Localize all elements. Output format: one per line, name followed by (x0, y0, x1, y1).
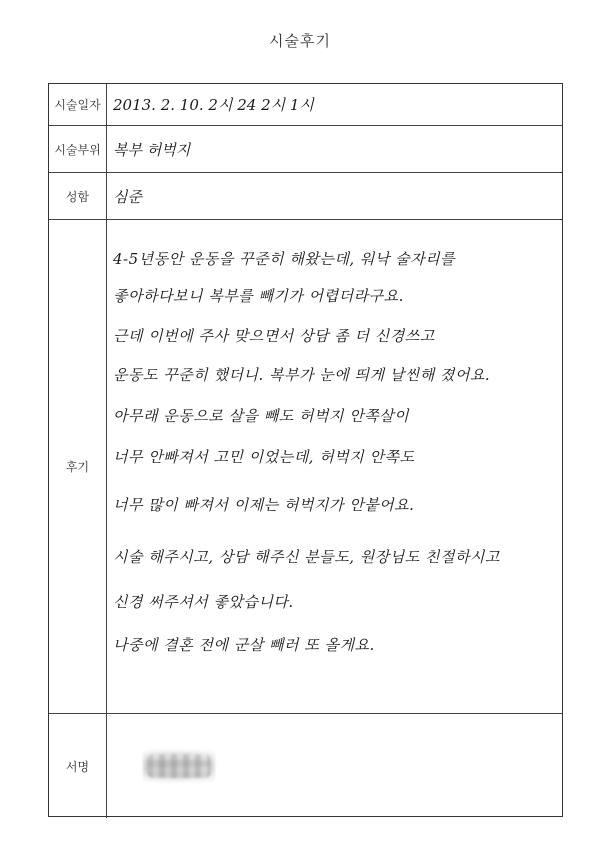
review-line: 좋아하다보니 복부를 빼기가 어렵더라구요. (113, 287, 404, 305)
date-row (49, 84, 562, 126)
review-line: 너무 안빠져서 고민 이었는데, 허벅지 안쪽도 (113, 448, 415, 466)
page-title: 시술후기 (269, 32, 331, 50)
review-line: 운동도 꾸준히 했더니. 복부가 눈에 띄게 날씬해 졌어요. (113, 366, 491, 384)
signature-blurred (143, 748, 215, 784)
area-label: 시술부위 (49, 126, 107, 172)
name-row (49, 173, 562, 220)
name-value: 심준 (113, 187, 142, 206)
review-row (49, 220, 562, 714)
review-label: 후기 (49, 220, 107, 713)
date-label: 시술일자 (49, 84, 107, 125)
review-text (113, 220, 556, 713)
name-label: 성함 (49, 173, 107, 219)
review-line: 근데 이번에 주사 맞으면서 상담 좀 더 신경쓰고 (113, 327, 435, 345)
review-line: 나중에 결혼 전에 군살 빼러 또 올게요. (113, 636, 375, 654)
review-line: 4-5년동안 운동을 꾸준히 해왔는데, 워낙 술자리를 (113, 250, 456, 268)
review-line: 너무 많이 빠져서 이제는 허벅지가 안붙어요. (113, 496, 415, 514)
signature-label: 서명 (49, 714, 107, 818)
review-form (48, 83, 563, 817)
signature-row (49, 714, 562, 818)
review-line: 시술 해주시고, 상담 해주신 분들도, 원장님도 친절하시고 (113, 548, 500, 566)
review-line: 신경 써주셔서 좋았습니다. (113, 593, 294, 611)
date-value: 2013. 2. 10. 2시 24 2시 1시 (113, 96, 314, 114)
review-line: 아무래 운동으로 살을 빼도 허벅지 안쪽살이 (113, 407, 410, 425)
area-value: 복부 허벅지 (113, 140, 191, 159)
area-row (49, 126, 562, 173)
